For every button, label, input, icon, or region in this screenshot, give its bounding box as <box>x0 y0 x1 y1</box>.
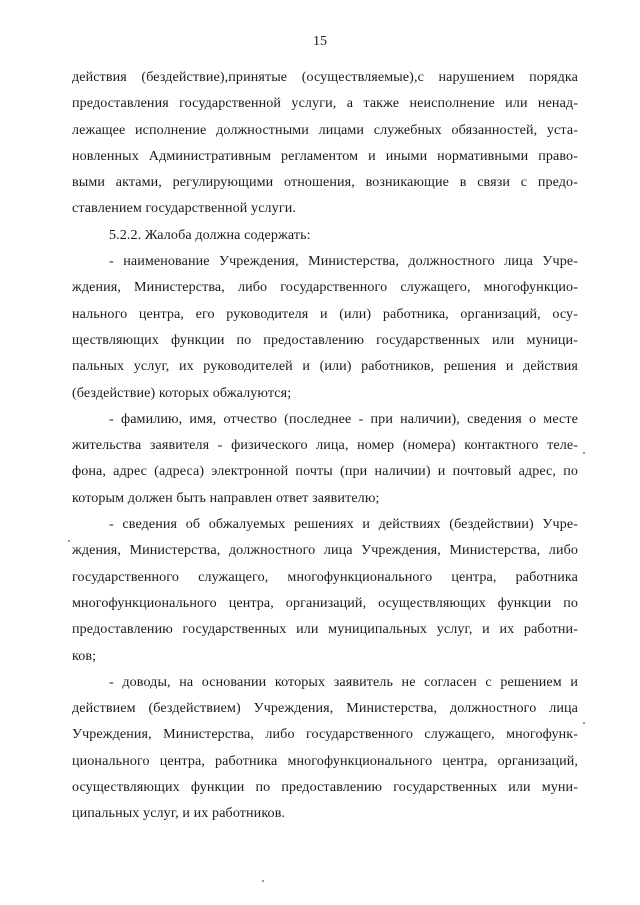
text-line: лежащее исполнение должностными лицами служебных обязанностей, уста- <box>72 121 578 138</box>
text-line: выми актами, регулирующими отношения, возникающие в связи с предо- <box>72 174 578 191</box>
text-line: пальных услуг, их руководителей и (или) работников, решения и действия <box>72 358 578 375</box>
paragraph-violation-description <box>72 64 578 222</box>
text-line: нального центра, его руководителя и (или) работника, организаций, осу- <box>72 305 578 322</box>
text-line: которым должен быть направлен ответ заявителю; <box>72 489 380 506</box>
paragraph-section-heading <box>72 222 578 248</box>
paragraph-item-applicant <box>72 406 578 511</box>
text-line: действия (бездействие),принятые (осуществляемые),с нарушением порядка <box>72 69 578 85</box>
text-line: ставлением государственной услуги. <box>72 200 296 217</box>
text-line: ков; <box>72 647 97 664</box>
text-line: - доводы, на основании которых заявитель не согласен с решением и <box>109 673 578 690</box>
text-line: жительства заявителя - физического лица, номер (номера) контактного теле- <box>72 437 578 454</box>
text-line: новленных Административным регламентом и иными нормативными право- <box>72 147 578 164</box>
text-line: (бездействие) которых обжалуются; <box>72 384 292 401</box>
paragraph-item-decisions <box>72 511 578 669</box>
text-line: осуществляющих функции по предоставлению государственных или муни- <box>72 779 578 796</box>
document-body <box>72 64 578 827</box>
paragraph-item-arguments <box>72 669 578 827</box>
text-line: - сведения об обжалуемых решениях и действиях (бездействии) Учре- <box>109 516 578 533</box>
scan-speck <box>262 880 264 882</box>
page-number: 15 <box>313 34 327 49</box>
text-line: - наименование Учреждения, Министерства, должностного лица Учре- <box>109 253 578 270</box>
text-line: предоставления государственной услуги, а также неисполнение или ненад- <box>72 95 578 112</box>
text-line: действием (бездействием) Учреждения, Министерства, должностного лица <box>72 700 578 717</box>
text-line: ждения, Министерства, должностного лица Учреждения, Министерства, либо <box>72 542 578 559</box>
text-line: 5.2.2. Жалоба должна содержать: <box>109 226 311 243</box>
scan-speck <box>583 452 585 454</box>
text-line: ципальных услуг, и их работников. <box>72 805 286 822</box>
text-line: Учреждения, Министерства, либо государственного служащего, многофунк- <box>72 726 578 743</box>
text-line: предоставлению государственных или муниципальных услуг, и их работни- <box>72 621 578 638</box>
text-line: ждения, Министерства, либо государственного служащего, многофункцио- <box>72 279 578 296</box>
scan-speck <box>583 722 585 724</box>
text-line: государственного служащего, многофункционального центра, работника <box>72 568 578 585</box>
text-line: фона, адрес (адреса) электронной почты (при наличии) и почтовый адрес, по <box>72 463 578 480</box>
paragraph-item-name <box>72 248 578 406</box>
text-line: ционального центра, работника многофункционального центра, организаций, <box>72 752 578 769</box>
scan-speck <box>68 540 70 542</box>
text-line: многофункционального центра, организаций, осуществляющих функции по <box>72 594 578 611</box>
text-line: - фамилию, имя, отчество (последнее - при наличии), сведения о месте <box>109 410 578 427</box>
text-line: ществляющих функции по предоставлению государственных или муници- <box>72 331 578 348</box>
